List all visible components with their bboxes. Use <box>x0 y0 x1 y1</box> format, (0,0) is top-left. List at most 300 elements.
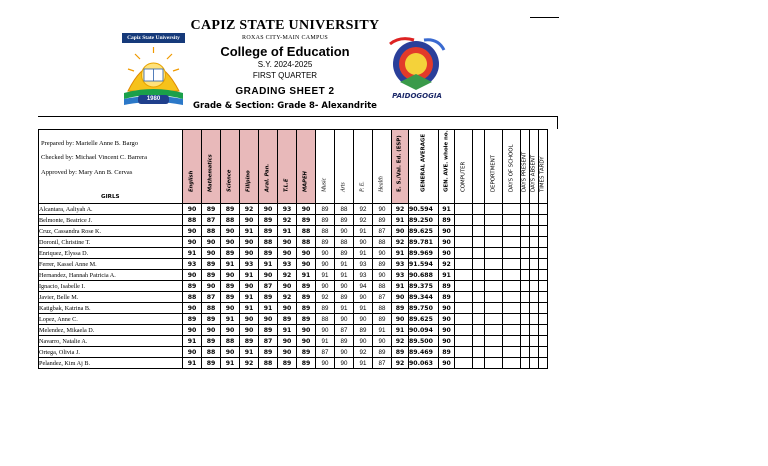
empty-cell <box>473 204 485 215</box>
empty-cell <box>473 281 485 292</box>
empty-cell <box>485 248 503 259</box>
empty-cell <box>473 237 485 248</box>
grade-cell: 90 <box>202 237 221 248</box>
grade-cell: 90 <box>183 204 202 215</box>
grade-cell: 89 <box>373 215 392 226</box>
grade-cell: 89 <box>202 204 221 215</box>
grade-cell: 90.594 <box>409 204 439 215</box>
grade-cell: 89 <box>202 270 221 281</box>
empty-cell <box>539 215 548 226</box>
column-header <box>539 130 548 204</box>
column-header <box>316 130 335 204</box>
grade-cell: 91 <box>221 259 240 270</box>
column-header-label: Science <box>226 169 233 192</box>
column-header-label: Music <box>321 177 328 192</box>
grade-cell: 91 <box>259 303 278 314</box>
grade-cell: 90 <box>278 303 297 314</box>
empty-cell <box>473 325 485 336</box>
campus-name: ROXAS CITY-MAIN CAMPUS <box>242 35 328 41</box>
grade-cell: 88 <box>202 226 221 237</box>
grade-cell: 89 <box>259 215 278 226</box>
student-name: Hernandez, Hannah Patricia A. <box>39 270 183 281</box>
grade-cell: 88 <box>316 314 335 325</box>
column-header <box>409 130 439 204</box>
grade-cell: 90 <box>240 248 259 259</box>
empty-cell <box>485 325 503 336</box>
grade-cell: 90 <box>439 226 455 237</box>
empty-cell <box>530 292 539 303</box>
grade-cell: 90 <box>439 358 455 369</box>
grade-cell: 89 <box>439 292 455 303</box>
column-header-label: T.L.E <box>283 178 290 192</box>
grade-cell: 90 <box>297 336 316 347</box>
grade-cell: 90 <box>202 248 221 259</box>
empty-cell <box>539 270 548 281</box>
university-name: CAPIZ STATE UNIVERSITY <box>190 18 380 33</box>
column-header-label: TIMES TARDY <box>539 156 546 192</box>
grade-cell: 94 <box>354 281 373 292</box>
group-label: GIRLS <box>101 194 120 200</box>
empty-cell <box>473 358 485 369</box>
prepared-by: Prepared by: Marielle Anne B. Bargo <box>41 140 138 147</box>
empty-cell <box>455 314 473 325</box>
empty-cell <box>485 204 503 215</box>
grade-cell: 89 <box>297 358 316 369</box>
table-row <box>39 237 548 248</box>
grade-cell: 89.375 <box>409 281 439 292</box>
grade-cell: 90 <box>221 270 240 281</box>
empty-cell <box>503 292 521 303</box>
grade-cell: 89 <box>259 248 278 259</box>
grade-cell: 90 <box>335 281 354 292</box>
empty-cell <box>539 347 548 358</box>
grade-cell: 89 <box>316 204 335 215</box>
empty-cell <box>521 292 530 303</box>
empty-cell <box>530 358 539 369</box>
grade-cell: 89 <box>297 347 316 358</box>
column-header-label: E. S./Val. Ed. (ESP) <box>396 135 403 192</box>
signatories-cell <box>39 130 183 204</box>
empty-cell <box>455 215 473 226</box>
grade-cell: 89 <box>202 259 221 270</box>
grade-cell: 90 <box>335 347 354 358</box>
grade-cell: 90 <box>297 248 316 259</box>
empty-cell <box>539 259 548 270</box>
grade-cell: 90 <box>392 292 409 303</box>
grade-cell: 90.063 <box>409 358 439 369</box>
empty-cell <box>503 248 521 259</box>
grade-cell: 89 <box>259 292 278 303</box>
grade-cell: 92 <box>354 204 373 215</box>
grade-cell: 89 <box>316 237 335 248</box>
empty-cell <box>521 325 530 336</box>
grade-cell: 88 <box>202 347 221 358</box>
column-header-label: COMPUTER <box>460 161 466 192</box>
grade-cell: 93 <box>240 259 259 270</box>
grade-cell: 91 <box>240 347 259 358</box>
column-header <box>485 130 503 204</box>
grade-cell: 89.781 <box>409 237 439 248</box>
grade-cell: 93 <box>278 259 297 270</box>
grade-cell: 90.094 <box>409 325 439 336</box>
grade-cell: 89 <box>297 314 316 325</box>
grading-table <box>38 129 548 369</box>
grade-cell: 90 <box>259 314 278 325</box>
column-header-label: DAYS ABSENT <box>530 154 537 192</box>
grade-cell: 90 <box>278 281 297 292</box>
grade-cell: 88 <box>316 226 335 237</box>
column-header-label: English <box>188 170 195 192</box>
grade-cell: 90 <box>240 314 259 325</box>
empty-cell <box>455 303 473 314</box>
student-rows <box>39 204 548 369</box>
grade-cell: 90 <box>392 226 409 237</box>
grade-cell: 88 <box>259 358 278 369</box>
empty-cell <box>530 303 539 314</box>
grade-cell: 89.500 <box>409 336 439 347</box>
column-header <box>278 130 297 204</box>
table-row <box>39 281 548 292</box>
empty-cell <box>539 358 548 369</box>
grade-cell: 89.469 <box>409 347 439 358</box>
grade-cell: 93 <box>278 204 297 215</box>
grade-cell: 87 <box>335 325 354 336</box>
grade-cell: 90 <box>221 303 240 314</box>
grade-cell: 91 <box>240 292 259 303</box>
grade-cell: 90 <box>297 204 316 215</box>
grade-cell: 90 <box>183 347 202 358</box>
student-name: Cruz, Cassandra Rose K. <box>39 226 183 237</box>
grade-cell: 89 <box>221 281 240 292</box>
empty-cell <box>521 314 530 325</box>
column-header-label: GEN. AVE. whole no. <box>443 130 449 192</box>
student-name: Pelandez, Kim Aj B. <box>39 358 183 369</box>
empty-cell <box>539 281 548 292</box>
column-header-label: Health <box>378 176 385 192</box>
empty-cell <box>473 259 485 270</box>
column-header-label: DEPORTMENT <box>490 154 496 192</box>
student-name: Belmonte, Beatrice J. <box>39 215 183 226</box>
column-header <box>240 130 259 204</box>
grade-cell: 89 <box>202 358 221 369</box>
table-row <box>39 336 548 347</box>
column-header-row <box>39 130 548 204</box>
table-row <box>39 303 548 314</box>
grade-cell: 90 <box>278 248 297 259</box>
column-header-label: Filipino <box>245 170 252 192</box>
grade-cell: 89.750 <box>409 303 439 314</box>
empty-cell <box>530 204 539 215</box>
grade-cell: 89.344 <box>409 292 439 303</box>
grade-cell: 91 <box>278 325 297 336</box>
empty-cell <box>539 204 548 215</box>
column-header <box>455 130 473 204</box>
grade-cell: 89 <box>316 215 335 226</box>
empty-cell <box>539 314 548 325</box>
grade-cell: 89 <box>221 204 240 215</box>
sheet-header <box>0 0 768 118</box>
grade-cell: 90 <box>439 314 455 325</box>
grade-cell: 91 <box>392 325 409 336</box>
table-row <box>39 347 548 358</box>
grade-cell: 88 <box>373 281 392 292</box>
grade-cell: 87 <box>316 347 335 358</box>
grade-cell: 89 <box>297 303 316 314</box>
grade-cell: 90 <box>278 336 297 347</box>
svg-text:PAIDOGOGIA: PAIDOGOGIA <box>392 92 442 100</box>
empty-cell <box>539 336 548 347</box>
student-name: Ignacio, Isabelle I. <box>39 281 183 292</box>
grade-cell: 91 <box>316 336 335 347</box>
empty-cell <box>473 292 485 303</box>
empty-cell <box>521 204 530 215</box>
empty-cell <box>503 259 521 270</box>
empty-cell <box>521 303 530 314</box>
grade-cell: 89 <box>373 347 392 358</box>
grade-cell: 89 <box>278 358 297 369</box>
grade-cell: 91 <box>183 336 202 347</box>
grade-cell: 90 <box>354 336 373 347</box>
column-header <box>259 130 278 204</box>
grade-cell: 92 <box>240 204 259 215</box>
grade-cell: 90 <box>316 358 335 369</box>
college-name: College of Education <box>220 44 350 59</box>
grade-cell: 87 <box>202 292 221 303</box>
grade-cell: 91 <box>392 281 409 292</box>
table-row <box>39 314 548 325</box>
logo-year: 1980 <box>138 95 169 104</box>
grade-cell: 88 <box>183 215 202 226</box>
grade-cell: 90 <box>278 347 297 358</box>
grade-cell: 90 <box>316 281 335 292</box>
grade-cell: 90 <box>221 347 240 358</box>
empty-cell <box>455 248 473 259</box>
grade-cell: 91 <box>278 226 297 237</box>
grade-cell: 89 <box>373 314 392 325</box>
empty-cell <box>473 303 485 314</box>
grade-cell: 91.594 <box>409 259 439 270</box>
table-row <box>39 226 548 237</box>
empty-cell <box>503 226 521 237</box>
grade-cell: 87 <box>373 226 392 237</box>
grade-cell: 89.250 <box>409 215 439 226</box>
empty-cell <box>539 292 548 303</box>
grade-cell: 91 <box>183 248 202 259</box>
empty-cell <box>503 281 521 292</box>
grade-cell: 89 <box>335 336 354 347</box>
grade-cell: 89 <box>259 347 278 358</box>
empty-cell <box>455 292 473 303</box>
student-name: Katigbak, Katrina B. <box>39 303 183 314</box>
grade-cell: 92 <box>240 358 259 369</box>
grade-cell: 88 <box>335 237 354 248</box>
grade-cell: 88 <box>373 237 392 248</box>
grade-cell: 90 <box>354 314 373 325</box>
grade-cell: 89 <box>392 303 409 314</box>
student-name: Alcantara, Aaliyah A. <box>39 204 183 215</box>
empty-cell <box>485 259 503 270</box>
empty-cell <box>530 226 539 237</box>
empty-cell <box>485 347 503 358</box>
grade-cell: 90 <box>259 204 278 215</box>
grade-cell: 89 <box>439 215 455 226</box>
empty-cell <box>539 325 548 336</box>
grade-cell: 93 <box>392 270 409 281</box>
grade-cell: 89 <box>335 248 354 259</box>
column-header <box>503 130 521 204</box>
grade-cell: 89 <box>316 303 335 314</box>
grade-cell: 90 <box>392 314 409 325</box>
empty-cell <box>455 204 473 215</box>
empty-cell <box>485 303 503 314</box>
grade-cell: 89 <box>183 314 202 325</box>
grade-cell: 91 <box>392 215 409 226</box>
grade-cell: 90.688 <box>409 270 439 281</box>
grade-cell: 91 <box>335 303 354 314</box>
empty-cell <box>485 226 503 237</box>
grade-cell: 91 <box>240 303 259 314</box>
student-name: Ferrer, Kassel Anne M. <box>39 259 183 270</box>
empty-cell <box>521 215 530 226</box>
column-header-label: Arts <box>340 182 347 192</box>
grade-cell: 89 <box>297 281 316 292</box>
grade-cell: 89 <box>439 347 455 358</box>
grade-cell: 92 <box>354 215 373 226</box>
empty-cell <box>455 270 473 281</box>
empty-cell <box>503 237 521 248</box>
empty-cell <box>485 358 503 369</box>
grade-cell: 89 <box>202 314 221 325</box>
grade-cell: 91 <box>297 270 316 281</box>
column-header <box>183 130 202 204</box>
grade-cell: 87 <box>373 358 392 369</box>
approved-by: Approved by: Mary Ann B. Cervas <box>41 169 133 176</box>
student-name: Navarro, Natalie A. <box>39 336 183 347</box>
grade-cell: 89 <box>335 215 354 226</box>
grade-cell: 90 <box>297 325 316 336</box>
grade-cell: 90 <box>183 226 202 237</box>
college-of-education-logo <box>380 34 452 104</box>
column-header <box>354 130 373 204</box>
empty-cell <box>521 281 530 292</box>
grade-cell: 88 <box>221 336 240 347</box>
empty-cell <box>473 314 485 325</box>
empty-cell <box>455 325 473 336</box>
grade-cell: 92 <box>278 215 297 226</box>
column-header <box>392 130 409 204</box>
empty-cell <box>503 215 521 226</box>
empty-cell <box>503 325 521 336</box>
grade-cell: 91 <box>392 248 409 259</box>
grade-cell: 90 <box>335 226 354 237</box>
grade-cell: 90 <box>316 248 335 259</box>
grade-cell: 89 <box>259 226 278 237</box>
grade-cell: 90 <box>221 237 240 248</box>
empty-cell <box>503 270 521 281</box>
grade-cell: 88 <box>297 226 316 237</box>
grade-cell: 89 <box>335 292 354 303</box>
column-header-label: MAPEH <box>302 171 309 192</box>
grade-cell: 91 <box>240 270 259 281</box>
grade-cell: 92 <box>278 270 297 281</box>
column-header-label: Aral. Pan. <box>264 163 271 192</box>
empty-cell <box>473 248 485 259</box>
grade-cell: 90 <box>240 215 259 226</box>
empty-cell <box>485 281 503 292</box>
column-header <box>221 130 240 204</box>
column-header <box>335 130 354 204</box>
grade-cell: 90 <box>439 248 455 259</box>
grade-cell: 89 <box>183 281 202 292</box>
student-name: Ortega, Olivia J. <box>39 347 183 358</box>
grade-cell: 90 <box>240 237 259 248</box>
empty-cell <box>530 215 539 226</box>
grade-cell: 90 <box>202 281 221 292</box>
grade-cell: 90 <box>259 270 278 281</box>
grade-cell: 90 <box>335 314 354 325</box>
table-row <box>39 248 548 259</box>
empty-cell <box>485 314 503 325</box>
column-header <box>202 130 221 204</box>
empty-cell <box>503 347 521 358</box>
grade-cell: 91 <box>316 270 335 281</box>
grade-cell: 90 <box>373 248 392 259</box>
empty-cell <box>455 347 473 358</box>
grade-cell: 92 <box>392 336 409 347</box>
grade-cell: 89 <box>392 347 409 358</box>
student-name: Melendez, Mikaela D. <box>39 325 183 336</box>
empty-cell <box>473 347 485 358</box>
grade-cell: 89 <box>278 314 297 325</box>
grade-cell: 89.969 <box>409 248 439 259</box>
grade-cell: 90 <box>297 259 316 270</box>
column-header-label: P. E. <box>359 181 366 192</box>
student-name: Lopez, Anne C. <box>39 314 183 325</box>
grade-cell: 91 <box>240 226 259 237</box>
grade-cell: 93 <box>183 259 202 270</box>
grade-cell: 89 <box>259 325 278 336</box>
grade-cell: 90 <box>439 325 455 336</box>
column-header <box>530 130 539 204</box>
grade-cell: 90 <box>278 237 297 248</box>
empty-cell <box>530 281 539 292</box>
table-row <box>39 215 548 226</box>
empty-cell <box>530 237 539 248</box>
grade-section: Grade & Section: Grade 8- Alexandrite <box>193 101 377 111</box>
grade-cell: 88 <box>183 292 202 303</box>
grade-cell: 92 <box>392 358 409 369</box>
empty-cell <box>530 336 539 347</box>
checked-by: Checked by: Michael Vincent C. Barrera <box>41 154 147 161</box>
empty-cell <box>485 336 503 347</box>
empty-cell <box>455 226 473 237</box>
table-row <box>39 358 548 369</box>
empty-cell <box>473 336 485 347</box>
student-name: Enriquez, Elyssa D. <box>39 248 183 259</box>
grade-cell: 89 <box>240 336 259 347</box>
empty-cell <box>521 226 530 237</box>
grade-cell: 90 <box>221 325 240 336</box>
empty-cell <box>455 358 473 369</box>
grade-cell: 89 <box>354 325 373 336</box>
empty-cell <box>473 226 485 237</box>
grade-cell: 91 <box>335 270 354 281</box>
grade-cell: 91 <box>183 358 202 369</box>
grade-cell: 87 <box>373 292 392 303</box>
grade-cell: 90 <box>373 204 392 215</box>
table-top-band <box>38 116 558 129</box>
grade-cell: 90 <box>240 325 259 336</box>
